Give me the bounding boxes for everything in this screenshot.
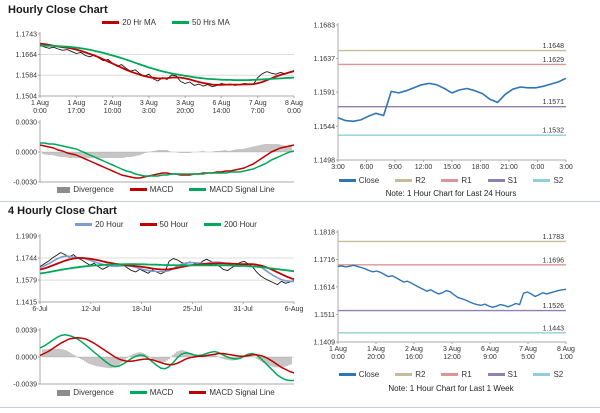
svg-text:31-Jul: 31-Jul [233,306,253,313]
line-swatch-icon [130,188,147,191]
svg-text:7 Aug: 7 Aug [248,100,267,107]
svg-text:7 Aug: 7 Aug [519,346,537,353]
legend-label: R2 [415,370,426,379]
svg-text:12:00: 12:00 [414,164,433,171]
legend-item-s2 [533,370,563,379]
legend-item-s1 [488,176,518,185]
svg-text:6:00: 6:00 [359,164,374,171]
svg-text:3:00: 3:00 [559,164,573,171]
bar-swatch-icon [57,187,70,193]
svg-text:9:00: 9:00 [483,354,497,361]
note-last-1-week: Note: 1 Hour Chart for Last 1 Week [388,384,514,393]
legend-item-macd [130,185,174,194]
svg-text:0:00: 0:00 [287,108,301,115]
legend-label: R1 [461,176,472,185]
svg-text:15:00: 15:00 [443,164,461,171]
legend-item-divergence [57,388,113,397]
svg-text:3:00: 3:00 [331,164,345,171]
line-swatch-icon [395,179,412,182]
svg-text:6 Aug: 6 Aug [481,346,499,353]
legend-item-s2 [533,176,563,185]
legend-item-50-hour [140,220,188,229]
hourly-price-legend [40,18,292,27]
svg-text:1.1571: 1.1571 [542,99,564,107]
bar-swatch-icon [57,390,70,396]
svg-text:9:00: 9:00 [388,164,402,171]
hourly-macd-chart [6,116,298,186]
svg-text:2 Aug: 2 Aug [103,100,122,107]
legend-item-close [339,370,379,379]
line-swatch-icon [339,373,356,376]
legend-item-200-hour [204,220,257,229]
line-swatch-icon [172,21,189,24]
line-swatch-icon [189,188,206,191]
pivot-week-chart [306,222,596,368]
svg-text:1.1818: 1.1818 [313,229,335,237]
svg-text:1.1584: 1.1584 [15,72,37,80]
four-hourly-macd-chart [6,326,298,388]
svg-text:1.1696: 1.1696 [542,257,564,265]
line-swatch-icon [140,223,157,226]
legend-item-20-hr-ma [102,18,156,27]
svg-text:18:00: 18:00 [471,164,490,171]
legend-label: Close [358,370,380,379]
legend-label: 20 Hour [95,220,124,229]
svg-text:-0.0030: -0.0030 [13,179,37,187]
svg-text:1.1909: 1.1909 [15,233,37,241]
line-swatch-icon [339,179,356,182]
section-divider [0,201,600,202]
legend-item-macd-signal-line [189,185,274,194]
svg-text:14:00: 14:00 [212,108,231,115]
svg-text:7:00: 7:00 [250,108,265,115]
svg-text:21:00: 21:00 [500,164,518,171]
legend-label: MACD [149,388,174,397]
svg-text:6-Jul: 6-Jul [32,306,48,313]
legend-label: MACD Signal Line [209,388,275,397]
legend-label: Divergence [73,388,114,397]
four-hourly-price-legend [40,220,292,229]
svg-text:1.1511: 1.1511 [314,312,335,320]
line-swatch-icon [533,179,550,182]
svg-text:20:00: 20:00 [367,354,385,361]
svg-text:17:00: 17:00 [67,108,86,115]
svg-text:1.1783: 1.1783 [542,233,564,241]
svg-text:6-Aug: 6-Aug [284,306,304,313]
legend-label: Divergence [73,185,114,194]
legend-label: S1 [507,370,518,379]
svg-text:1.1579: 1.1579 [15,277,37,285]
legend-item-close [339,176,379,185]
svg-text:5:00: 5:00 [521,354,535,361]
svg-text:1.1716: 1.1716 [313,256,335,264]
legend-item-20-hour [75,220,123,229]
four-hourly-price-chart [6,230,304,326]
svg-text:12-Jul: 12-Jul [81,306,101,313]
svg-text:0.0039: 0.0039 [15,327,37,335]
line-swatch-icon [441,179,458,182]
pivot-24h-chart [306,16,596,176]
line-swatch-icon [395,373,412,376]
legend-label: S1 [507,176,518,185]
bottom-divider [0,407,600,408]
svg-text:1 Aug: 1 Aug [31,100,49,107]
svg-text:2 Aug: 2 Aug [405,346,423,353]
legend-item-r1 [441,370,471,379]
svg-text:1.1614: 1.1614 [313,284,335,292]
svg-text:1 Aug: 1 Aug [329,346,347,353]
line-swatch-icon [441,373,458,376]
svg-text:1.1544: 1.1544 [313,123,335,131]
svg-text:1.1629: 1.1629 [542,56,564,64]
hourly-price-chart [6,28,303,124]
legend-label: 50 Hrs MA [192,18,230,27]
line-swatch-icon [533,373,550,376]
svg-text:25-Jul: 25-Jul [182,306,202,313]
note-last-24-hours: Note: 1 Hour Chart for Last 24 Hours [385,189,517,198]
svg-text:1.1648: 1.1648 [542,43,564,51]
svg-text:1.1526: 1.1526 [542,303,564,311]
svg-text:1.1637: 1.1637 [313,56,335,64]
svg-text:6 Aug: 6 Aug [212,100,231,107]
svg-text:1.1415: 1.1415 [15,299,37,307]
pivot-week-legend [306,370,596,379]
four-hourly-macd-legend [40,388,292,397]
svg-text:8 Aug: 8 Aug [285,100,303,107]
svg-text:1.1498: 1.1498 [313,157,335,165]
svg-text:1:00: 1:00 [559,354,573,361]
legend-label: R1 [461,370,472,379]
line-swatch-icon [189,391,206,394]
svg-text:12:00: 12:00 [443,354,461,361]
svg-text:1.1443: 1.1443 [542,325,564,333]
legend-item-macd-signal-line [189,388,274,397]
legend-label: 200 Hour [224,220,257,229]
svg-text:1.1683: 1.1683 [313,22,335,30]
line-swatch-icon [75,223,92,226]
legend-label: MACD [149,185,174,194]
svg-text:1 Aug: 1 Aug [367,346,385,353]
svg-text:20:00: 20:00 [176,108,194,115]
hourly-chart-title: Hourly Close Chart [8,4,108,16]
svg-text:1 Aug: 1 Aug [67,100,86,107]
legend-label: 20 Hr MA [122,18,156,27]
line-swatch-icon [130,391,147,394]
svg-text:1.1532: 1.1532 [542,127,564,135]
svg-text:1.1409: 1.1409 [313,339,335,347]
line-swatch-icon [488,373,505,376]
svg-text:0:00: 0:00 [331,354,345,361]
hourly-macd-legend [40,185,292,194]
svg-text:3 Aug: 3 Aug [176,100,195,107]
svg-text:10:00: 10:00 [103,108,122,115]
svg-text:3:00: 3:00 [142,108,156,115]
legend-item-macd [130,388,174,397]
svg-text:0:00: 0:00 [530,164,545,171]
legend-item-50-hrs-ma [172,18,230,27]
svg-text:0.0030: 0.0030 [15,119,37,127]
legend-label: S2 [553,176,564,185]
svg-text:-0.0039: -0.0039 [13,381,37,389]
legend-item-r1 [441,176,471,185]
legend-item-r2 [395,370,425,379]
line-swatch-icon [102,21,119,24]
svg-text:1.1591: 1.1591 [313,89,335,97]
line-swatch-icon [488,179,505,182]
svg-text:1.1504: 1.1504 [15,93,37,101]
svg-text:0.0000: 0.0000 [15,354,37,362]
svg-text:18-Jul: 18-Jul [132,306,152,313]
legend-label: R2 [415,176,426,185]
legend-label: MACD Signal Line [209,185,275,194]
svg-text:1.1664: 1.1664 [15,51,37,59]
line-swatch-icon [204,223,221,226]
svg-text:8 Aug: 8 Aug [557,346,575,353]
four-hourly-chart-title: 4 Hourly Close Chart [8,205,117,217]
svg-text:16:00: 16:00 [405,354,423,361]
legend-label: Close [358,176,380,185]
legend-label: 50 Hour [159,220,188,229]
svg-text:0.0000: 0.0000 [15,149,37,157]
legend-item-r2 [395,176,425,185]
svg-text:3 Aug: 3 Aug [443,346,461,353]
svg-text:1.1744: 1.1744 [15,255,37,263]
legend-item-divergence [57,185,113,194]
legend-item-s1 [488,370,518,379]
svg-text:0:00: 0:00 [33,108,47,115]
svg-text:1.1743: 1.1743 [15,31,37,39]
svg-text:3 Aug: 3 Aug [139,100,158,107]
pivot-24h-legend [306,176,596,185]
legend-label: S2 [553,370,564,379]
